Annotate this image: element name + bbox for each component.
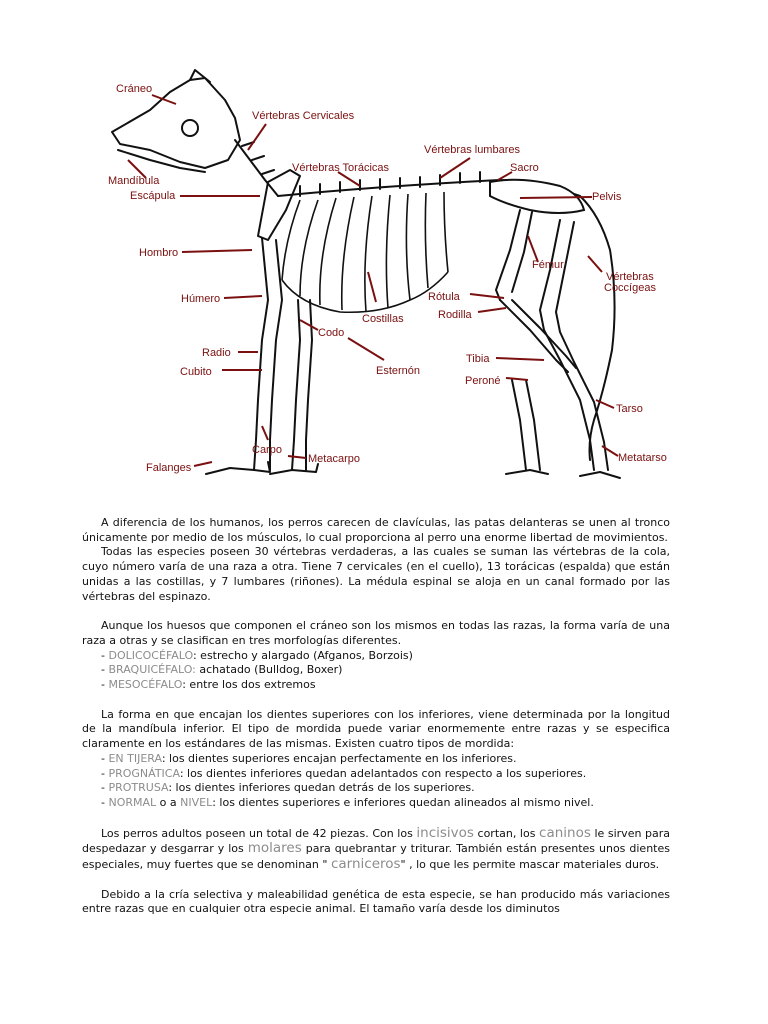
label-tibia: Tibia — [466, 353, 490, 365]
term-carniceros: carniceros — [330, 856, 401, 873]
list-item-bite-type: - PROTRUSA: los dientes inferiores quedan detrás de los superiores. — [101, 781, 475, 795]
label-esternon: Esternón — [376, 365, 421, 377]
label-rodilla: Rodilla — [438, 309, 472, 321]
term: BRAQUICÉFALO: — [108, 663, 196, 677]
leader-lines — [128, 95, 618, 466]
label-vertebras-toracicas: Vértebras Torácicas — [292, 162, 390, 174]
term: PROGNÁTICA — [108, 766, 180, 780]
term: NORMAL — [108, 795, 157, 809]
term-molares: molares — [247, 840, 302, 857]
label-carpo: Carpo — [252, 444, 282, 456]
document-body — [82, 516, 670, 917]
label-vertebras-cervicales: Vértebras Cervicales — [252, 110, 355, 122]
term-caninos: caninos — [539, 824, 591, 841]
term-incisivos: incisivos — [416, 824, 474, 841]
term: EN TIJERA — [108, 751, 162, 765]
list-item-skull-type: - BRAQUICÉFALO: achatado (Bulldog, Boxer) — [101, 663, 343, 677]
paragraph-vertebrae: Todas las especies poseen 30 vértebras verdaderas, a las cuales se suman las vértebras de la cola, cuyo número varía de una raza a otra. Tiene 7 cervicales (en el cuello), 13 torácicas (espalda) que están unidas a las costillas, y 7 lumbares (riñones). La médula espinal se aloja en un canal formado por las vértebras del espinazo. — [82, 545, 670, 603]
label-hombro: Hombro — [139, 247, 179, 259]
list-item-skull-type: - MESOCÉFALO: entre los dos extremos — [101, 678, 316, 692]
label-craneo: Cráneo — [116, 83, 153, 95]
label-femur: Fémur — [532, 259, 564, 271]
paragraph-clavicles: A diferencia de los humanos, los perros carecen de clavículas, las patas delanteras se unen al tronco únicamente por medio de los músculos, lo cual proporciona al perro una enorme libertad de movimientos. — [82, 516, 670, 544]
label-metatarso: Metatarso — [618, 452, 667, 464]
term: MESOCÉFALO — [108, 678, 183, 692]
label-sacro: Sacro — [510, 162, 539, 174]
list-item-skull-type: - DOLICOCÉFALO: estrecho y alargado (Afganos, Borzois) — [101, 648, 413, 662]
label-humero: Húmero — [181, 293, 221, 305]
label-vertebras-lumbares: Vértebras lumbares — [424, 144, 520, 156]
label-vertebras-coccigeas-2: Coccígeas — [604, 282, 656, 294]
label-cubito: Cubito — [180, 366, 212, 378]
label-mandibula: Mandíbula — [108, 175, 160, 187]
list-item-bite-type: - EN TIJERA: los dientes superiores encajan perfectamente en los inferiores. — [101, 751, 517, 765]
paragraph-bite: La forma en que encajan los dientes superiores con los inferiores, viene determinada por la longitud de la mandíbula inferior. El tipo de mordida puede variar enormemente entre razas y se especifica claramente en los estándares de las mismas. Existen cuatro tipos de mordida: — [82, 707, 670, 751]
label-escapula: Escápula — [130, 190, 176, 202]
label-pelvis: Pelvis — [592, 191, 622, 203]
list-item-bite-type: - NORMAL o a NIVEL: los dientes superiores e inferiores quedan alineados al mismo nivel. — [101, 795, 594, 809]
label-costillas: Costillas — [362, 313, 404, 325]
dog-skeleton-diagram — [0, 0, 768, 500]
label-radio: Radio — [202, 347, 231, 359]
term: DOLICOCÉFALO — [108, 648, 193, 662]
label-metacarpo: Metacarpo — [308, 453, 360, 465]
skeleton-figure — [112, 70, 620, 478]
label-rotula: Rótula — [428, 291, 460, 303]
label-codo: Codo — [318, 327, 345, 339]
label-falanges: Falanges — [146, 462, 192, 474]
label-vertebras-coccigeas-1: Vértebras — [606, 271, 654, 283]
label-perone: Peroné — [465, 375, 501, 387]
paragraph-skull: Aunque los huesos que componen el cráneo son los mismos en todas las razas, la forma varía de una raza a otras y se clasifican en tres morfologías diferentes. — [82, 619, 670, 647]
label-tarso: Tarso — [616, 403, 643, 415]
term: NIVEL — [180, 795, 213, 809]
term: PROTRUSA — [108, 781, 169, 795]
list-item-bite-type: - PROGNÁTICA: los dientes inferiores quedan adelantados con respecto a los superiores. — [101, 766, 587, 780]
paragraph-breeding: Debido a la cría selectiva y maleabilidad genética de esta especie, se han producido más variaciones entre razas que en cualquier otra especie animal. El tamaño varía desde los diminutos — [82, 887, 670, 916]
paragraph-teeth: Los perros adultos poseen un total de 42 piezas. Con los incisivos cortan, los caninos le sirven para despedazar y desgarrar y los molares para quebrantar y triturar. También están presentes unos dientes especiales, muy fuertes que se denominan " carniceros" , lo que les permite mascar materiales duros. — [82, 824, 671, 873]
